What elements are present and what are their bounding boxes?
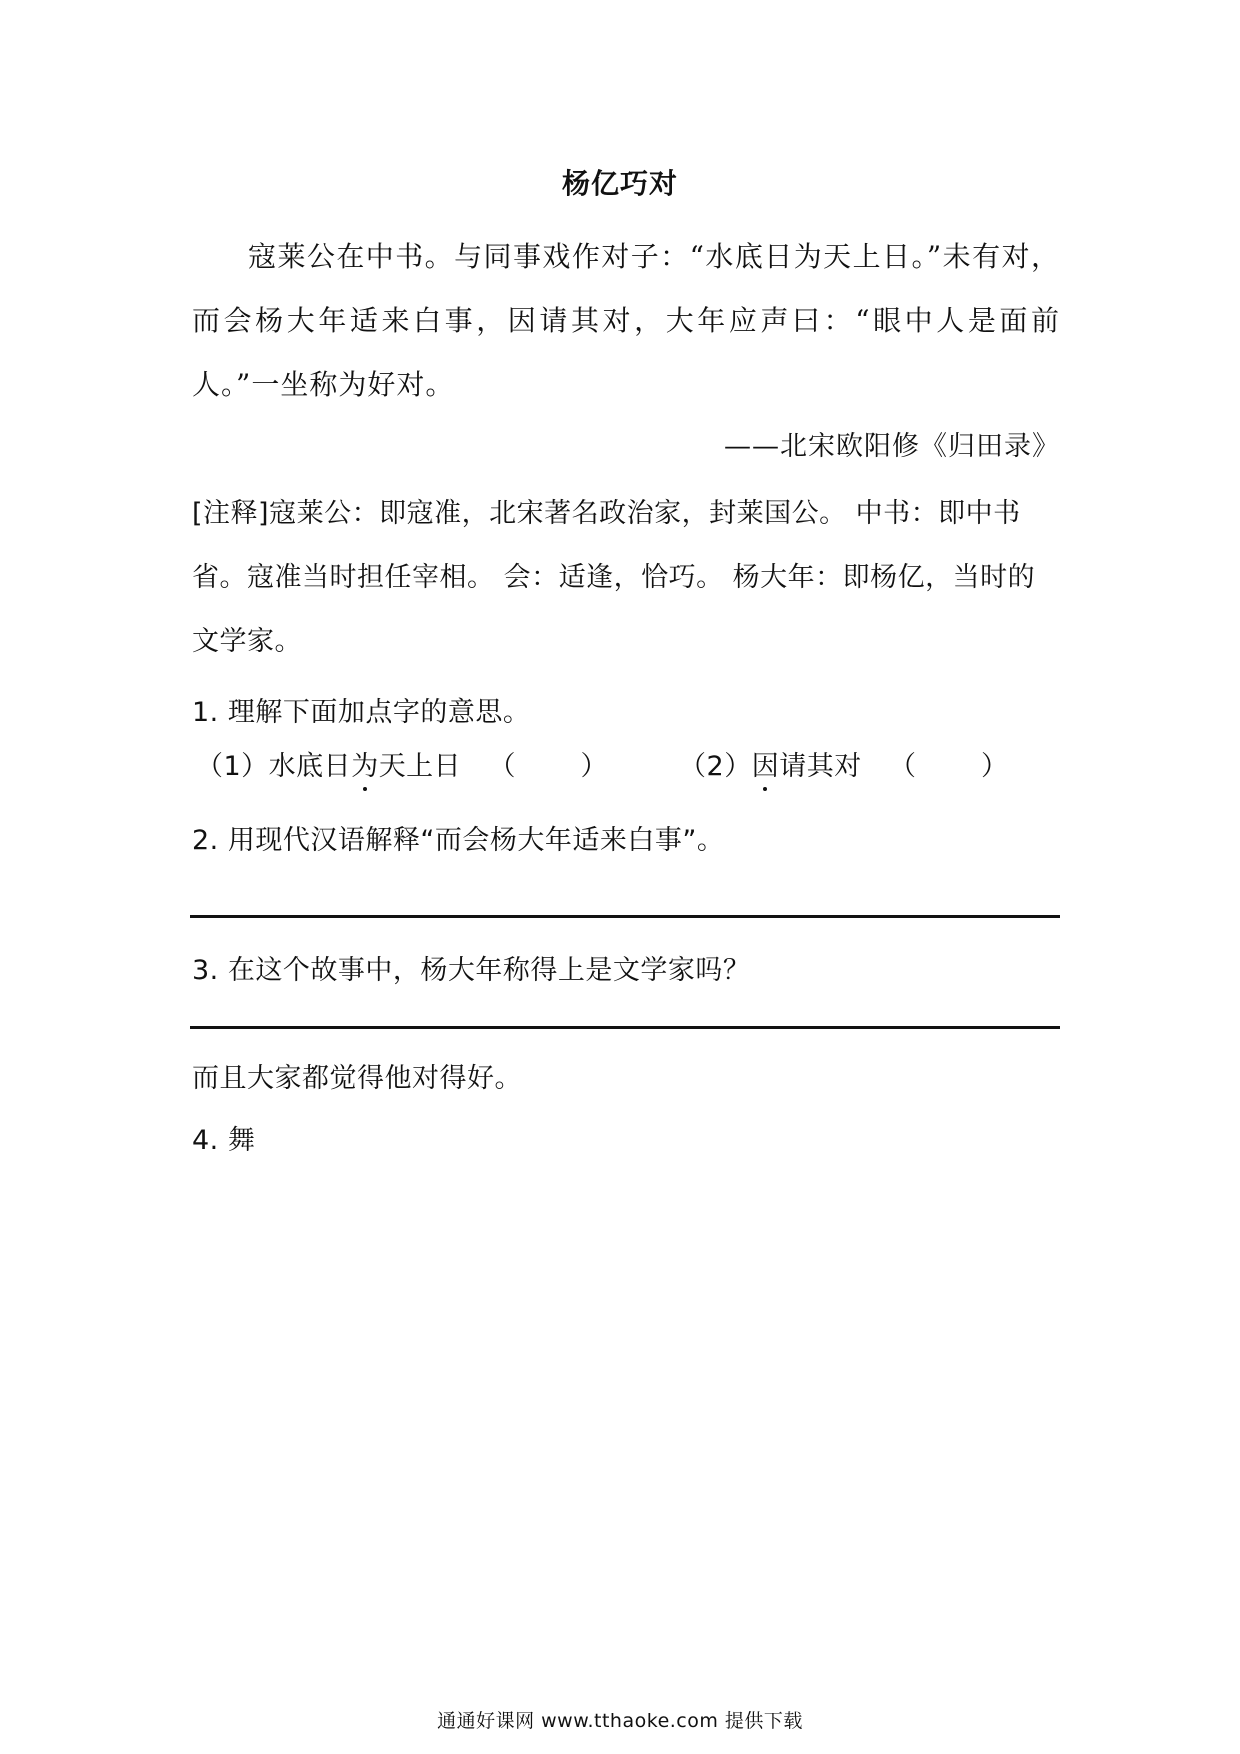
item-1-answer-open[interactable]: （ (488, 751, 516, 782)
item-2-answer-open[interactable]: （ (888, 751, 917, 782)
page-footer: 通通好课网 www.tthaoke.com 提供下载 (437, 1710, 803, 1732)
item-2-suffix: 请其对 (779, 751, 862, 782)
item-2-answer-close: ） (980, 751, 1009, 782)
question-4: 4. 舞 (192, 1125, 256, 1156)
item-2-prefix: （2） (679, 751, 752, 782)
answer-line-3[interactable] (190, 1026, 1060, 1029)
item-1-prefix: （1）水底日 (196, 751, 352, 782)
question-1: 1. 理解下面加点字的意思。 (192, 697, 531, 728)
question-3: 3. 在这个故事中，杨大年称得上是文学家吗？ (192, 955, 751, 986)
classical-passage: 寇莱公在中书。与同事戏作对子：“水底日为天上日。”未有对，而会杨大年适来白事，因请其对，大年应声曰：“眼中人是面前人。”一坐称为好对。 (192, 240, 1060, 401)
annotation-notes: [注释]寇莱公：即寇准，北宋著名政治家，封莱国公。 中书：即中书省。寇准当时担任宰相。 会：适逢，恰巧。 杨大年：即杨亿，当时的文学家。 (192, 498, 1036, 657)
item-2-dotted-char: 因 (752, 744, 780, 783)
answer-line-2[interactable] (190, 915, 1060, 918)
question-1-item-2 (679, 744, 1008, 783)
item-1-dotted-char: 为 (351, 744, 379, 783)
page-title: 杨亿巧对 (561, 167, 678, 200)
passage-source: ——北宋欧阳修《归田录》 (724, 431, 1060, 462)
question-2: 2. 用现代汉语解释“而会杨大年适来白事”。 (192, 825, 725, 856)
question-1-items (196, 744, 1008, 783)
item-1-answer-close: ） (580, 751, 608, 782)
question-1-item-1 (196, 744, 608, 783)
answer-text-3: 而且大家都觉得他对得好。 (192, 1063, 522, 1094)
item-1-suffix: 天上日 (378, 751, 462, 782)
